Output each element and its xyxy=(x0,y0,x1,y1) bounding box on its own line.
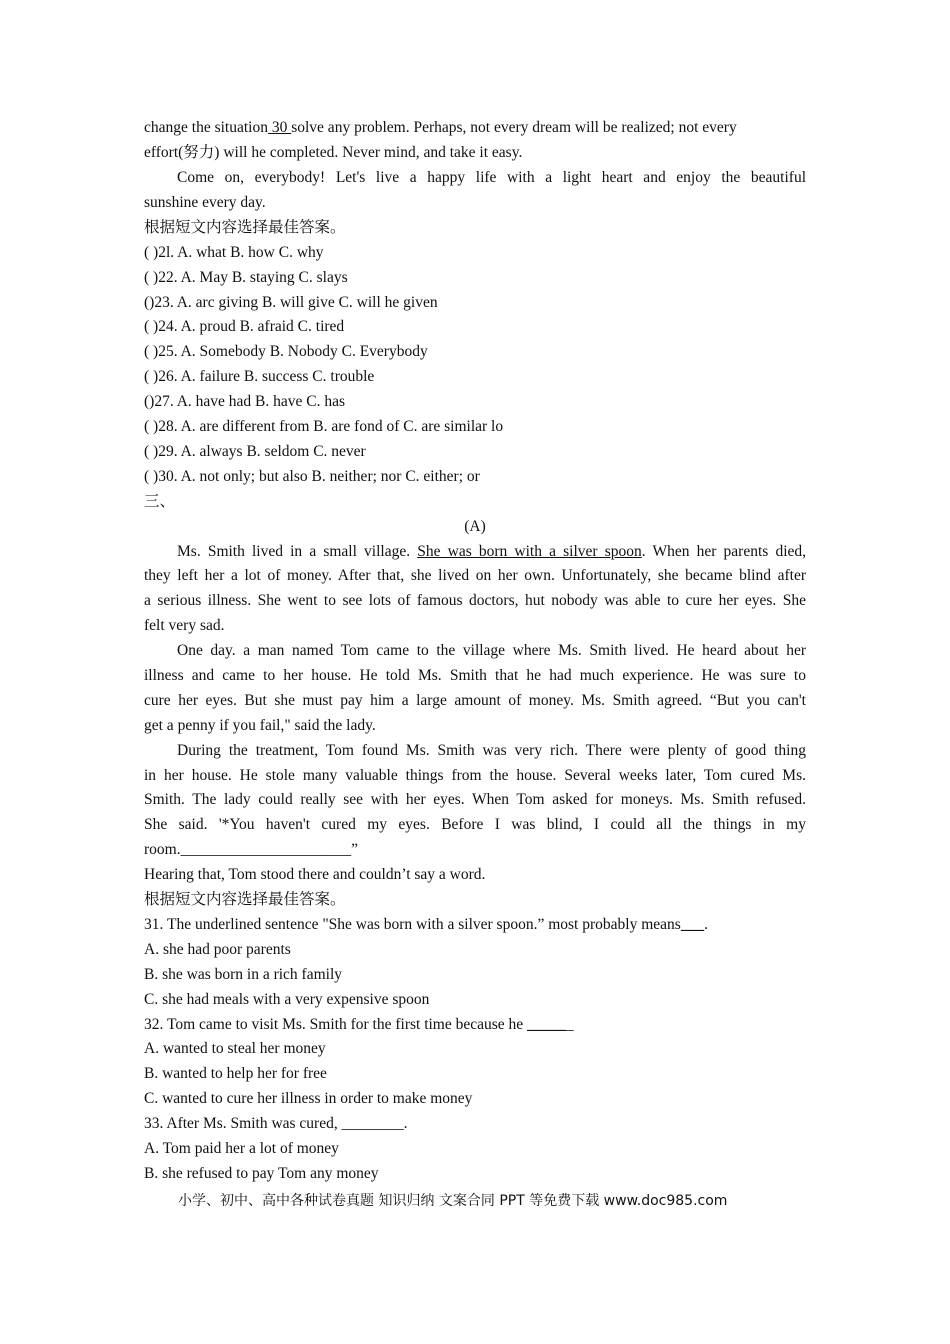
question-32 xyxy=(144,1015,806,1035)
passage-line: in her house. He stole many valuable things from the house. Several weeks later, Tom cured Ms. xyxy=(144,767,806,784)
text-segment: solve any problem. Perhaps, not every dream will be realized; not every xyxy=(291,119,737,136)
option: B. she was born in a rich family xyxy=(144,966,343,983)
question-27: ()27. A. have had B. have C. has xyxy=(144,393,346,410)
passage-line: get a penny if you fail," said the lady. xyxy=(144,717,376,734)
question-end: _ xyxy=(565,1016,574,1033)
instruction: 根据短文内容选择最佳答案。 xyxy=(144,891,346,908)
question-29: ( )29. A. always B. seldom C. never xyxy=(144,443,366,460)
text-segment: Ms. Smith lived in a small village. xyxy=(177,543,418,560)
text-segment: . When her parents died, xyxy=(641,543,807,560)
question-30: ( )30. A. not only; but also B. neither; nor C. either; or xyxy=(144,468,480,485)
section-heading: 三、 xyxy=(144,493,176,510)
question-24: ( )24. A. proud B. afraid C. tired xyxy=(144,318,345,335)
question-25: ( )25. A. Somebody B. Nobody C. Everybody xyxy=(144,343,428,360)
question-26: ( )26. A. failure B. success C. trouble xyxy=(144,368,375,385)
question-28: ( )28. A. are different from B. are fond of C. are similar lo xyxy=(144,418,504,435)
passage-line: Smith. The lady could really see with her eyes. When Tom asked for moneys. Ms. Smith refused. xyxy=(144,791,806,808)
text-line: sunshine every day. xyxy=(144,194,266,211)
question-end: . xyxy=(704,916,708,933)
question-22: ( )22. A. May B. staying C. slays xyxy=(144,269,348,286)
text-line xyxy=(144,118,806,138)
question-31 xyxy=(144,915,806,935)
passage-line: illness and came to her house. He told Ms. Smith that he had much experience. He was sure to xyxy=(144,667,806,684)
question-text: 32. Tom came to visit Ms. Smith for the first time because he xyxy=(144,1016,528,1033)
option: C. wanted to cure her illness in order to make money xyxy=(144,1090,473,1107)
passage-title: (A) xyxy=(464,518,486,535)
text-line: effort(努力) will he completed. Never mind, and take it easy. xyxy=(144,144,523,161)
answer-blank: _____ xyxy=(527,1016,566,1033)
passage-line: During the treatment, Tom found Ms. Smith was very rich. There were plenty of good thing xyxy=(177,742,806,759)
passage-line: a serious illness. She went to see lots of famous doctors, hut nobody was able to cure her eyes. She xyxy=(144,592,806,609)
question-21: ( )2l. A. what B. how C. why xyxy=(144,244,324,261)
question-23: ()23. A. arc giving B. will give C. will he given xyxy=(144,294,438,311)
text-segment: change the situation xyxy=(144,119,268,136)
passage-line: Hearing that, Tom stood there and couldn’t say a word. xyxy=(144,866,486,883)
passage-line: cure her eyes. But she must pay him a large amount of money. Ms. Smith agreed. “But you can't xyxy=(144,692,806,709)
passage-line: felt very sad. xyxy=(144,617,225,634)
option: B. she refused to pay Tom any money xyxy=(144,1165,379,1182)
text-line: Come on, everybody! Let's live a happy life with a light heart and enjoy the beautiful xyxy=(177,169,806,186)
underlined-sentence: She was born with a silver spoon xyxy=(417,543,642,560)
option: A. she had poor parents xyxy=(144,941,291,958)
page-footer: 小学、初中、高中各种试卷真题 知识归纳 文案合同 PPT 等免费下载 www.doc985.com xyxy=(178,1193,728,1209)
question-text: 31. The underlined sentence "She was born with a silver spoon.” most probably means xyxy=(144,916,681,933)
blank-30: 30 xyxy=(267,119,292,136)
passage-line: they left her a lot of money. After that, she lived on her own. Unfortunately, she became blind after xyxy=(144,567,806,584)
passage-line: room.______________________” xyxy=(144,841,358,858)
option: A. Tom paid her a lot of money xyxy=(144,1140,339,1157)
question-33: 33. After Ms. Smith was cured, ________. xyxy=(144,1115,408,1132)
passage-line: She said. '*You haven't cured my eyes. Before I was blind, I could all the things in my xyxy=(144,816,806,833)
option: A. wanted to steal her money xyxy=(144,1040,326,1057)
option: B. wanted to help her for free xyxy=(144,1065,327,1082)
answer-blank: ___ xyxy=(680,916,705,933)
instruction: 根据短文内容选择最佳答案。 xyxy=(144,219,346,236)
passage-line: One day. a man named Tom came to the village where Ms. Smith lived. He heard about her xyxy=(177,642,806,659)
passage-line xyxy=(177,542,806,562)
option: C. she had meals with a very expensive spoon xyxy=(144,991,430,1008)
